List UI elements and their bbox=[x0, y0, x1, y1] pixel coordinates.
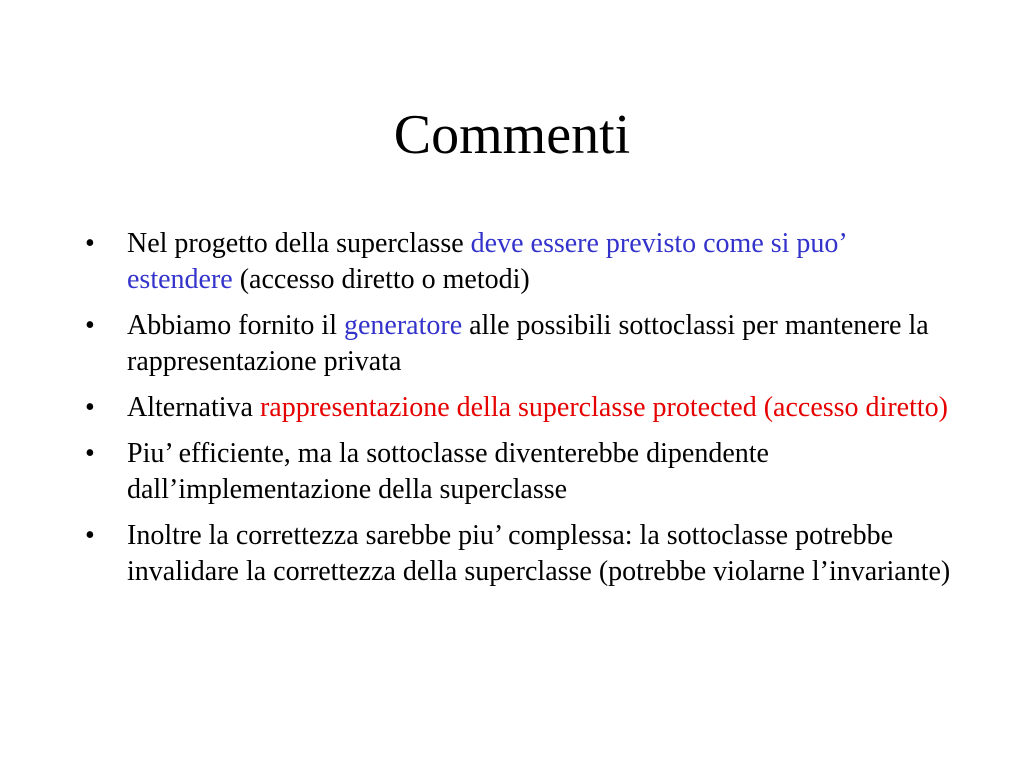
bullet-text: Piu’ efficiente, ma la sottoclasse diventerebbe dipendente dall’implementazione della superclasse bbox=[127, 438, 769, 505]
bullet-text: Nel progetto della superclasse bbox=[127, 228, 471, 259]
highlight-text: generatore bbox=[343, 310, 463, 341]
bullet-item bbox=[85, 518, 955, 590]
bullet-dot-icon: • bbox=[85, 310, 95, 341]
bullet-text: (accesso diretto o metodi) bbox=[232, 264, 530, 295]
highlight-text: rappresentazione della superclasse protected (accesso diretto) bbox=[259, 392, 948, 423]
bullet-item bbox=[85, 308, 955, 380]
bullet-item bbox=[85, 226, 955, 298]
bullet-text: Inoltre la correttezza sarebbe piu’ complessa: la sottoclasse potrebbe invalidare la correttezza della superclasse (potrebbe violarne l’invariante) bbox=[127, 520, 951, 587]
bullet-item bbox=[85, 436, 955, 508]
bullet-text: Abbiamo fornito il bbox=[127, 310, 344, 341]
bullet-item bbox=[85, 390, 955, 426]
bullet-list bbox=[85, 226, 955, 600]
bullet-text: alle possibili sottoclassi per mantenere la rappresentazione privata bbox=[127, 310, 929, 377]
slide-title: Commenti bbox=[393, 104, 631, 166]
bullet-dot-icon: • bbox=[85, 392, 95, 423]
bullet-text: Alternativa bbox=[127, 392, 260, 423]
bullet-dot-icon: • bbox=[85, 438, 95, 469]
bullet-dot-icon: • bbox=[85, 228, 95, 259]
highlight-text: deve essere previsto come si puo’ estendere bbox=[127, 228, 846, 295]
bullet-dot-icon: • bbox=[85, 520, 95, 551]
